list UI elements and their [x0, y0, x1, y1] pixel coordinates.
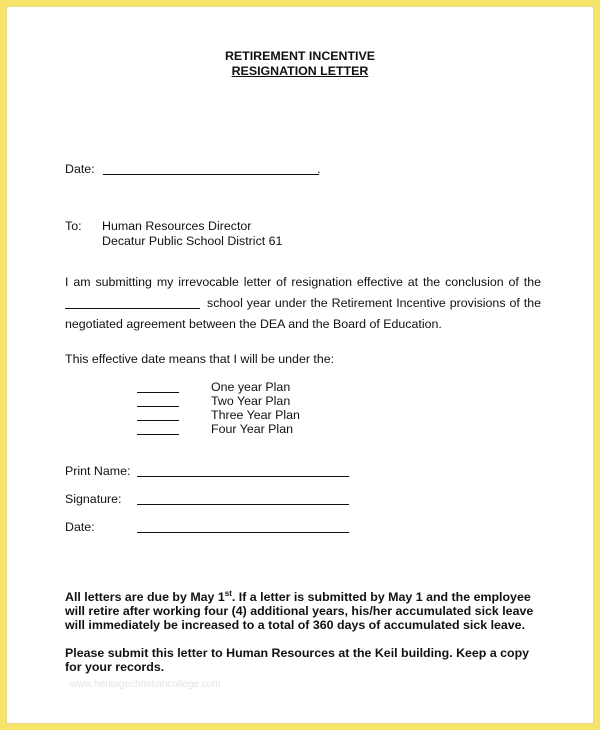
para2-text: This effective date means that I will be under the: — [65, 352, 335, 366]
plan-label-two-year: Two Year Plan — [211, 394, 291, 408]
date-trailing-period: . — [317, 162, 321, 176]
date-label: Date: — [65, 162, 95, 176]
para1-line-3: negotiated agreement between the DEA and the Board of Education. — [65, 317, 442, 331]
notice-line-1-sup: st — [224, 588, 232, 598]
notice-line-3: will immediately be increased to a total of 360 days of accumulated sick leave. — [65, 618, 526, 632]
plan-label-four-year: Four Year Plan — [211, 422, 293, 436]
print-name-label: Print Name: — [65, 464, 131, 478]
notice-line-1-pre: All letters are due by May 1 — [65, 590, 225, 604]
plan-label-three-year: Three Year Plan — [211, 408, 300, 422]
notice-line-5: for your records. — [65, 660, 165, 674]
school-year-blank-line[interactable] — [65, 297, 200, 309]
notice-line-2: will retire after working four (4) additional years, his/her accumulated sick leave — [65, 604, 534, 618]
title-line-1: RETIREMENT INCENTIVE — [224, 49, 376, 63]
plan-blank-four-year[interactable] — [137, 423, 179, 435]
para1-line-2: school year under the Retirement Incentive provisions of the — [207, 296, 541, 310]
date-blank-line[interactable] — [103, 163, 319, 175]
plan-label-one-year: One year Plan — [211, 380, 291, 394]
notice-line-4: Please submit this letter to Human Resources at the Keil building. Keep a copy — [65, 646, 530, 660]
recipient-line-2: Decatur Public School District 61 — [102, 234, 283, 248]
para1-line-1: I am submitting my irrevocable letter of resignation effective at the conclusion of the — [65, 275, 541, 289]
signature-date-label: Date: — [65, 520, 95, 534]
title-line-2: RESIGNATION LETTER — [231, 64, 369, 78]
signature-line[interactable] — [137, 493, 349, 505]
watermark-text: www.heritagechristiancollege.com — [70, 679, 221, 690]
signature-label: Signature: — [65, 492, 122, 506]
print-name-line[interactable] — [137, 465, 349, 477]
notice-line-1 — [65, 590, 531, 604]
notice-line-1-post: . If a letter is submitted by May 1 and the employee — [231, 590, 531, 604]
plan-blank-three-year[interactable] — [137, 409, 179, 421]
to-label: To: — [65, 219, 82, 233]
signature-date-line[interactable] — [137, 521, 349, 533]
letter-page — [6, 6, 594, 724]
plan-blank-two-year[interactable] — [137, 395, 179, 407]
recipient-line-1: Human Resources Director — [102, 219, 252, 233]
plan-blank-one-year[interactable] — [137, 381, 179, 393]
